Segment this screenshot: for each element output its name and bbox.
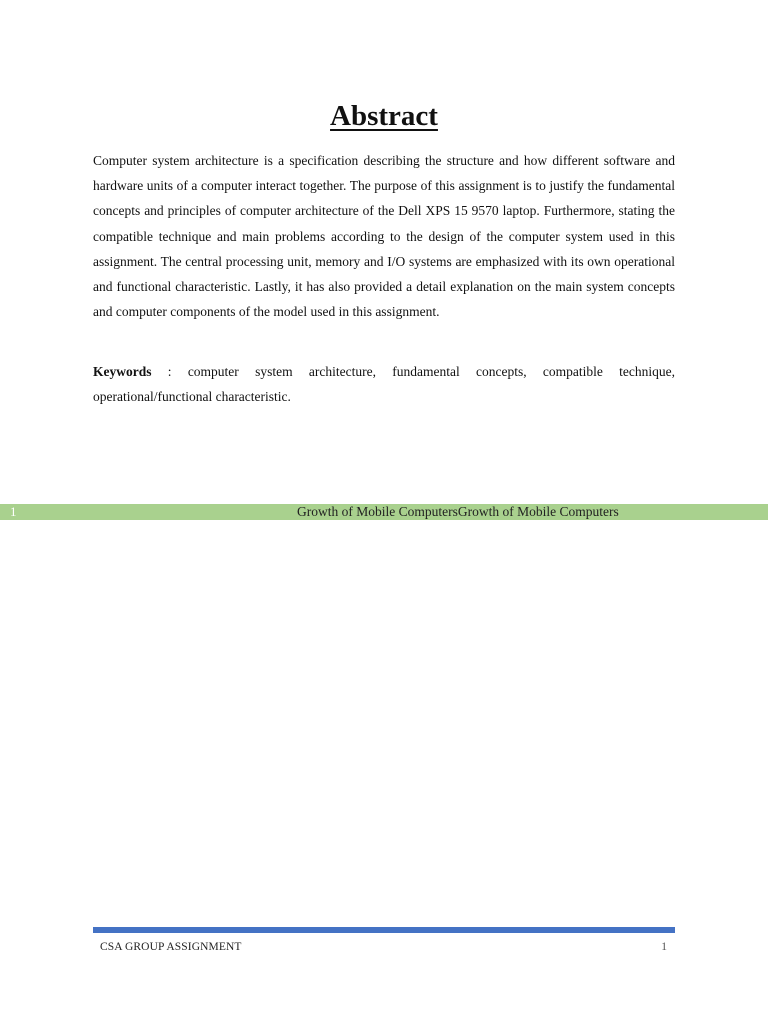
keywords-text: : computer system architecture, fundamental concepts, compatible technique, operational/functional characteristic. — [93, 364, 675, 405]
footer-page-number: 1 — [661, 941, 667, 953]
section-number: 1 — [10, 504, 17, 519]
footer-rule — [93, 927, 675, 933]
section-header-title: Growth of Mobile ComputersGrowth of Mobile Computers — [297, 504, 619, 519]
section-header-band — [0, 504, 768, 520]
keywords-label: Keywords — [93, 364, 152, 379]
document-title: Abstract — [330, 100, 438, 132]
footer-label: CSA GROUP ASSIGNMENT — [100, 941, 242, 953]
abstract-paragraph: Computer system architecture is a specification describing the structure and how different software and hardware units of a computer interact together. The purpose of this assignment is to justify the fundamental concepts and principles of computer architecture of the Dell XPS 15 9570 laptop. Furthermore, stating the compatible technique and main problems according to the design of the computer system used in this assignment. The central processing unit, memory and I/O systems are emphasized with its own operational and functional characteristic. Lastly, it has also provided a detail explanation on the main system concepts and computer components of the model used in this assignment. — [93, 153, 675, 320]
keywords-paragraph — [93, 359, 675, 409]
